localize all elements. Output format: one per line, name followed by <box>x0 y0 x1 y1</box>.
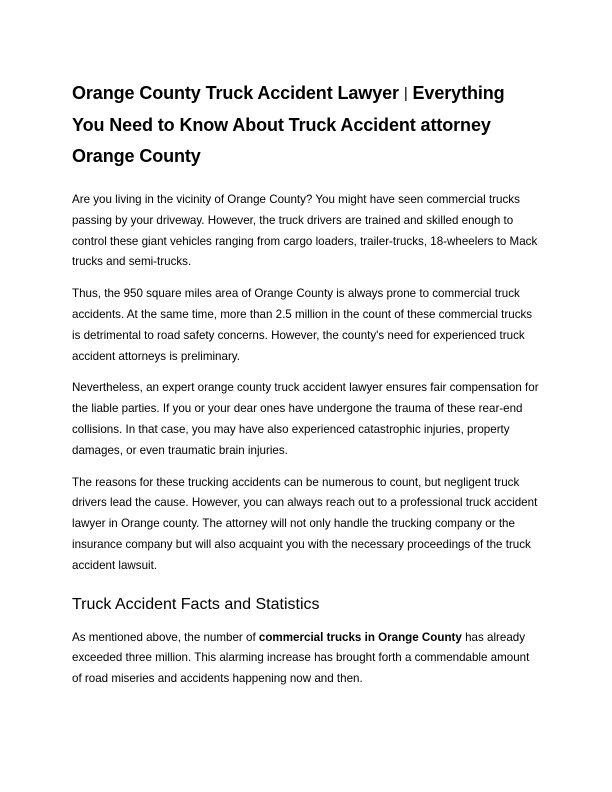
statistics-text-after: has already exceeded three million. This alarming increase has brought forth a commendable amount of road miseries and accidents happening now and then. <box>72 630 530 686</box>
area-paragraph: Thus, the 950 square miles area of Orange County is always prone to commercial truck accidents. At the same time, more than 2.5 million in the count of these commercial trucks is detrimental to road safety concerns. However, the county's need for experienced truck accident attorneys is preliminary. <box>72 287 533 363</box>
title-part-2: Everything You Need to Know About Truck Accident attorney Orange County <box>72 83 505 166</box>
page-title <box>72 78 540 172</box>
title-separator: | <box>403 85 408 102</box>
title-part-1: Orange County Truck Accident Lawyer <box>72 83 399 103</box>
statistics-bold-link-text: commercial trucks in Orange County <box>258 630 462 644</box>
intro-paragraph: Are you living in the vicinity of Orange County? You might have seen commercial trucks passing by your driveway. However, the truck drivers are trained and skilled enough to control these giant vehicles ranging from cargo loaders, trailer-trucks, 18-wheelers to Mack trucks and semi-trucks. <box>72 193 538 269</box>
statistics-paragraph <box>72 628 540 690</box>
section-heading: Truck Accident Facts and Statistics <box>72 595 320 613</box>
reasons-paragraph: The reasons for these trucking accidents can be numerous to count, but negligent truck drivers lead the cause. However, you can always reach out to a professional truck accident lawyer in Orange county. The attorney will not only handle the trucking company or the insurance company but will also acquaint you with the necessary proceedings of the truck accident lawsuit. <box>72 475 538 572</box>
statistics-text-before: As mentioned above, the number of <box>72 630 259 644</box>
compensation-paragraph: Nevertheless, an expert orange county truck accident lawyer ensures fair compensation for the liable parties. If you or your dear ones have undergone the trauma of these rear-end collisions. In that case, you may have also experienced catastrophic injuries, property damages, or even traumatic brain injuries. <box>72 381 539 457</box>
